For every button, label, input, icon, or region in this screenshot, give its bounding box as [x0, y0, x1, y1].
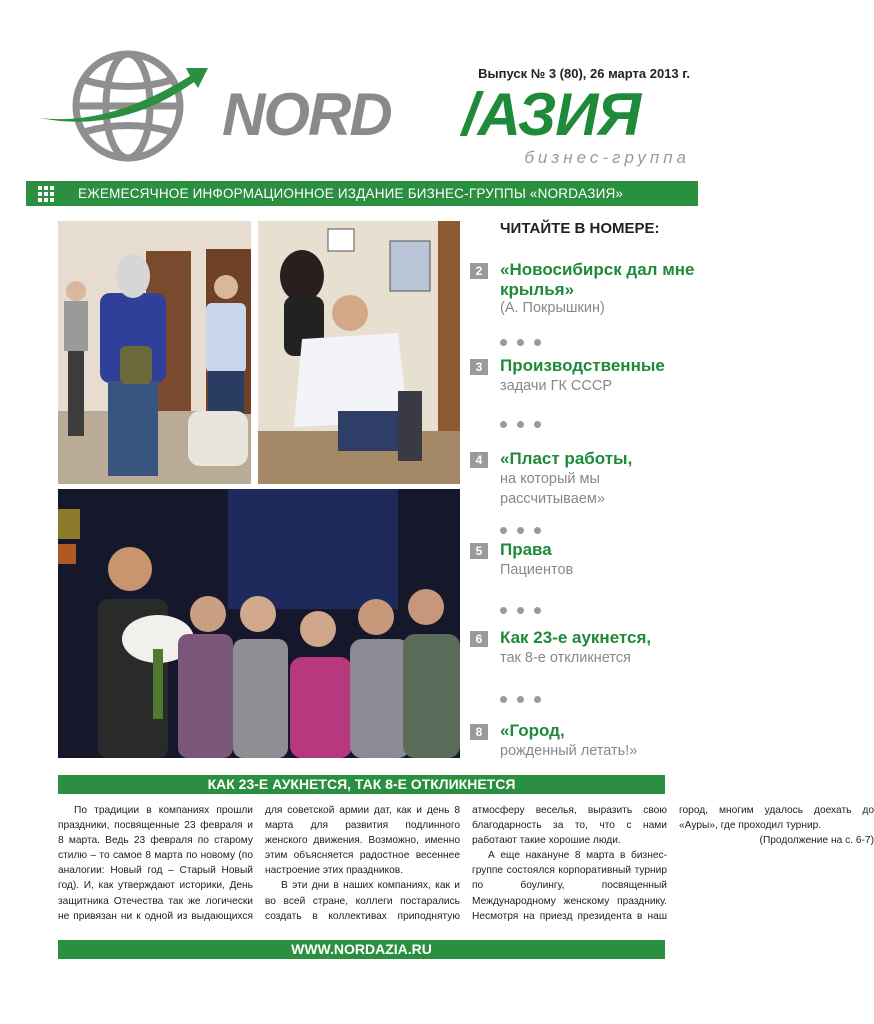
brand-wordmark — [222, 81, 692, 148]
photo-roses-celebration — [58, 489, 460, 758]
toc-page-number: 6 — [470, 631, 488, 647]
toc-item-subtitle: задачи ГК СССР — [500, 378, 613, 394]
article-paragraph: По традиции в компаниях прошли праздники, посвященные 23 февраля и 8 марта. Ведь 23 февраля по старому стилю – то самое 8 марта по новому (по аналогии: Новый год – Старый Новый год). И, как утверждают историки, День защитника Отечества так же логически не привязан ни к одной из выдающихся для советской армии дат, как и день 8 марта для развития подлинного женского движения. Возможно, именно этим объясняется радостное весеннее настроение этих праздников. — [58, 805, 460, 922]
toc-page-number: 8 — [470, 724, 488, 740]
toc-page-number: 4 — [470, 452, 488, 468]
article-headline: КАК 23-Е АУКНЕТСЯ, ТАК 8-Е ОТКЛИКНЕТСЯ — [58, 775, 665, 794]
brand-tagline: бизнес-группа — [524, 148, 690, 167]
photo-haircut — [258, 221, 460, 484]
toc-separator — [500, 333, 560, 341]
toc-item-title: «Город, — [500, 721, 565, 740]
article-paragraph: А еще накануне 8 марта в бизнес-группе состоялся корпоративный турнир по боулингу, посвященный Международному женскому празднику. Несмотря на приезд президента в наш город, многим удалось доехать до «Ауры», где проходил турнир. — [472, 805, 874, 922]
topbar-title: ЕЖЕМЕСЯЧНОЕ ИНФОРМАЦИОННОЕ ИЗДАНИЕ БИЗНЕС-ГРУППЫ «NORDАЗИЯ» — [78, 186, 624, 201]
brand-nord-text: NORD — [222, 81, 391, 148]
toc-separator — [500, 521, 560, 529]
toc-heading: ЧИТАЙТЕ В НОМЕРЕ: — [500, 220, 660, 237]
toc-item-subtitle: Пациентов — [500, 562, 574, 578]
toc-page-number: 2 — [470, 263, 488, 279]
toc-item-title: Права — [500, 540, 552, 559]
topbar — [26, 181, 698, 206]
website-link[interactable]: WWW.NORDAZIA.RU — [58, 940, 665, 959]
toc-item-title: Производственные — [500, 356, 665, 375]
article-body — [58, 803, 874, 938]
toc-item-title: Как 23-е аукнется, — [500, 628, 652, 647]
toc-item-subtitle: так 8-е откликнется — [500, 650, 631, 666]
toc-item-subtitle: рожденный летать!» — [500, 743, 638, 759]
toc-item-subtitle: (А. Покрышкин) — [500, 300, 605, 316]
photo-gas-mask — [58, 221, 251, 484]
toc-page-number: 5 — [470, 543, 488, 559]
toc-item-subtitle: на который мы рассчитываем» — [500, 471, 605, 507]
continued-note[interactable]: (Продолжение на с. 6-7) — [759, 835, 874, 847]
toc-separator — [500, 690, 560, 698]
toc-item-title: «Пласт работы, — [500, 449, 633, 468]
grid-dots-icon — [38, 186, 54, 202]
issue-info: Выпуск № 3 (80), 26 марта 2013 г. — [478, 66, 690, 81]
brand-asia-text: /АЗИЯ — [462, 81, 641, 148]
article-paragraph: В эти дни в наших компаниях, как и во всей стране, коллеги постарались создать в коллективах приподнятую атмосферу веселья, выразить свою благодарность за то, что с нами работают такие хорошие люди. — [265, 805, 667, 922]
toc-page-number: 3 — [470, 359, 488, 375]
globe-logo-icon — [40, 38, 210, 173]
toc-item-title: «Новосибирск дал мне крылья» — [500, 260, 695, 299]
toc-separator — [500, 415, 560, 423]
toc-separator — [500, 601, 560, 609]
